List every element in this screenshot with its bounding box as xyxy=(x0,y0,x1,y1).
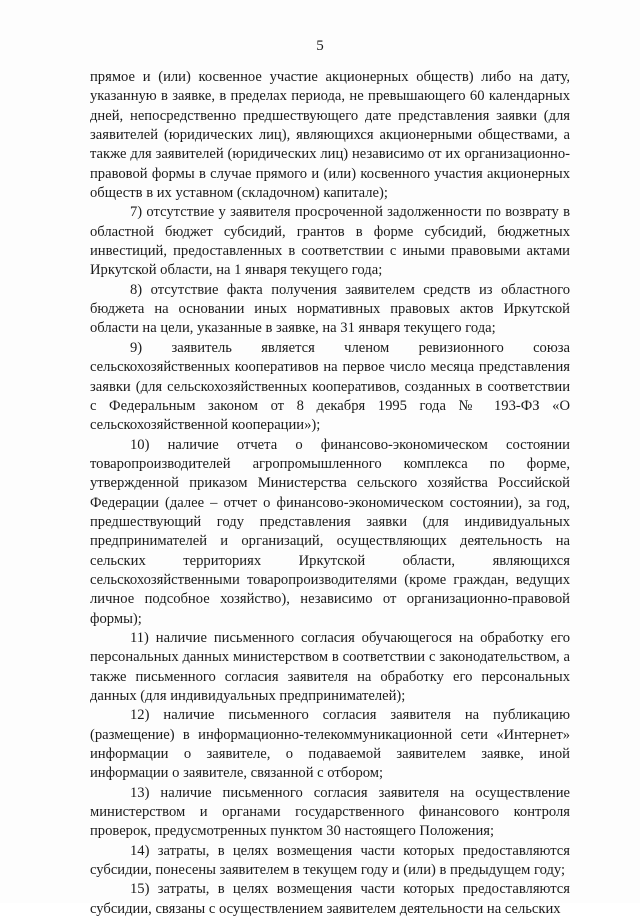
paragraph-item-11: 11) наличие письменного согласия обучающегося на обработку его персональных данных министерством в соответствии с законодательством, а также письменного согласия заявителя на обработку его персональных данных (для индивидуальных предпринимателей); xyxy=(90,629,570,704)
paragraph-item-13: 13) наличие письменного согласия заявителя на осуществление министерством и органами государственного финансового контроля проверок, предусмотренных пунктом 30 настоящего Положения; xyxy=(90,784,570,840)
paragraph-item-14: 14) затраты, в целях возмещения части которых предоставляются субсидии, понесены заявителем в текущем году и (или) в предыдущем году; xyxy=(90,842,570,879)
paragraph-item-15: 15) затраты, в целях возмещения части которых предоставляются субсидии, связаны с осуществлением заявителем деятельности на сельских xyxy=(90,881,570,917)
paragraph-item-7: 7) отсутствие у заявителя просроченной задолженности по возврату в областной бюджет субсидий, грантов в форме субсидий, бюджетных инвестиций, предоставленных в соответствии с иными правовыми актами Иркутской области, на 1 января текущего года; xyxy=(90,204,570,279)
paragraph-item-9: 9) заявитель является членом ревизионного союза сельскохозяйственных кооперативов на первое число месяца представления заявки (для сельскохозяйственных кооперативов, созданных в соответствии с Федеральным законом от 8 декабря 1995 года № 193-ФЗ «О сельскохозяйственной кооперации»); xyxy=(90,339,570,434)
page-number: 5 xyxy=(316,38,324,54)
paragraph-continued: прямое и (или) косвенное участие акционерных обществ) либо на дату, указанную в заявке, в пределах периода, не превышающего 60 календарных дней, непосредственно предшествующего дате представления заявки (для заявителей (юридических лиц), являющихся акционерными обществами, а также для заявителей (юридических лиц) независимо от их организационно-правовой формы в случае прямого и (или) косвенного участия акционерных обществ в их уставном (складочном) капитале); xyxy=(90,69,570,202)
paragraph-item-10: 10) наличие отчета о финансово-экономическом состоянии товаропроизводителей агропромышленного комплекса по форме, утвержденной приказом Министерства сельского хозяйства Российской Федерации (далее – отчет о финансово-экономическом состоянии), за год, предшествующий году представления заявки (для индивидуальных предпринимателей и организаций, осуществляющих деятельность на сельских территориях Иркутской области, являющихся сельскохозяйственными товаропроизводителями (кроме граждан, ведущих личное подсобное хозяйство), независимо от организационно-правовой формы); xyxy=(90,436,570,627)
document-body xyxy=(90,68,570,919)
paragraph-item-12: 12) наличие письменного согласия заявителя на публикацию (размещение) в информационно-телекоммуникационной сети «Интернет» информации о заявителе, о подаваемой заявителем заявке, иной информации о заявителе, связанной с отбором; xyxy=(90,707,570,782)
paragraph-item-8: 8) отсутствие факта получения заявителем средств из областного бюджета на основании иных нормативных правовых актов Иркутской области на цели, указанные в заявке, на 31 января текущего года; xyxy=(90,281,570,337)
